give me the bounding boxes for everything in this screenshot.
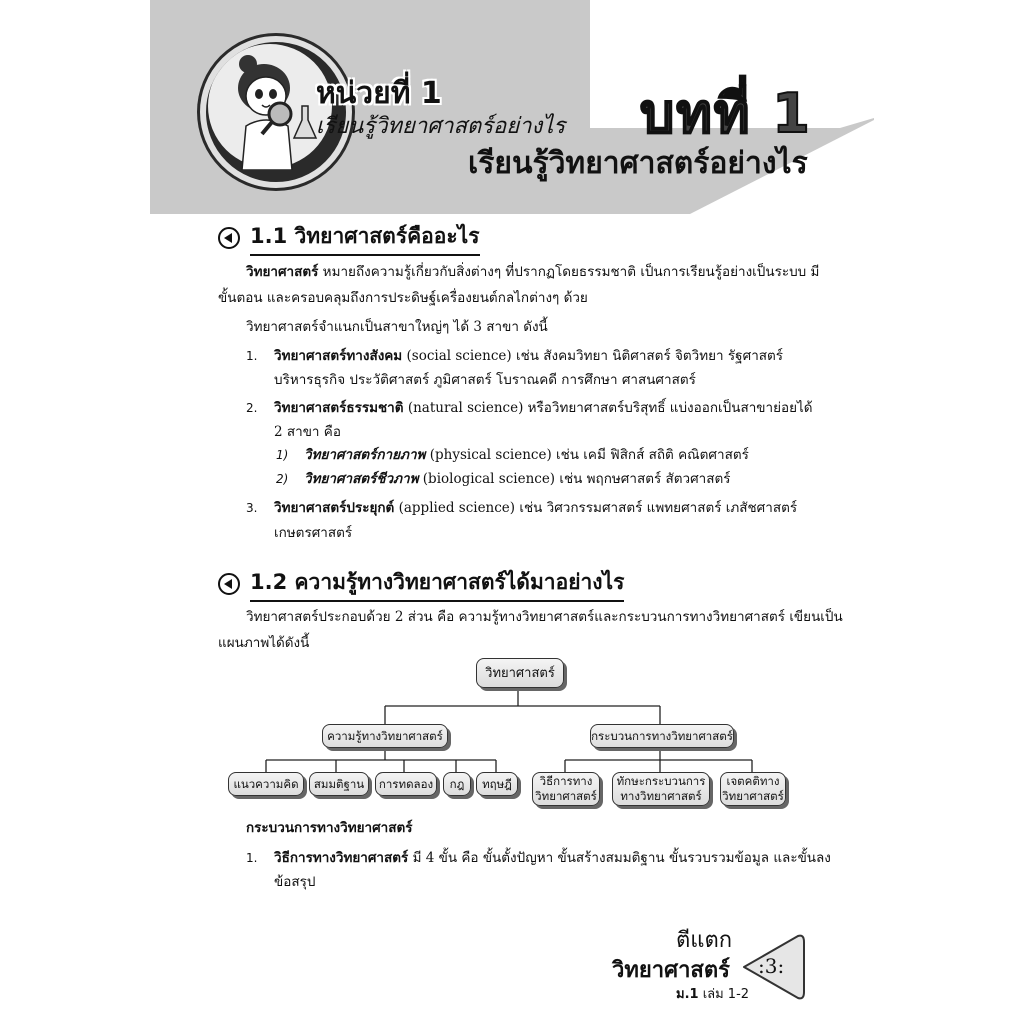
list-item-line: 2 สาขา คือ: [274, 424, 341, 440]
chapter-title: เรียนรู้วิทยาศาสตร์อย่างไร: [468, 146, 808, 181]
list-item: 2. วิทยาศาสตร์ธรรมชาติ (natural science) หรือวิทยาศาสตร์บริสุทธิ์ แบ่งออกเป็นสาขาย่อยได้: [246, 400, 813, 416]
diagram-leaf-process-skills: ทักษะกระบวนการ ทางวิทยาศาสตร์: [612, 772, 710, 806]
paragraph: วิทยาศาสตร์ประกอบด้วย 2 ส่วน คือ ความรู้ทางวิทยาศาสตร์และกระบวนการทางวิทยาศาสตร์ เขียนเป็น: [246, 609, 843, 625]
diagram-leaf-concept: แนวความคิด: [228, 772, 304, 796]
book-title-line2: วิทยาศาสตร์: [612, 958, 730, 983]
section-2-heading: 1.2 ความรู้ทางวิทยาศาสตร์ได้มาอย่างไร: [218, 566, 624, 602]
diagram-leaf-scientific-method: วิธีการทาง วิทยาศาสตร์: [532, 772, 600, 806]
unit-label: หน่วยที่ 1: [316, 76, 442, 111]
list-item-line: เกษตรศาสตร์: [274, 525, 353, 541]
chapter-label: บทที่ 1: [640, 82, 812, 145]
list-item-line: บริหารธุรกิจ ประวัติศาสตร์ ภูมิศาสตร์ โบราณคดี การศึกษา ศาสนศาสตร์: [274, 372, 696, 388]
book-title-line1: ตีแตก: [676, 928, 733, 953]
diagram-leaf-experiment: การทดลอง: [375, 772, 437, 796]
paragraph: วิทยาศาสตร์จำแนกเป็นสาขาใหญ่ๆ ได้ 3 สาขา ดังนี้: [246, 319, 548, 335]
list-item: 3. วิทยาศาสตร์ประยุกต์ (applied science) เช่น วิศวกรรมศาสตร์ แพทยศาสตร์ เภสัชศาสตร์: [246, 500, 798, 516]
diagram-leaf-hypothesis: สมมติฐาน: [309, 772, 369, 796]
book-grade: ม.1 เล่ม 1-2: [676, 987, 750, 1002]
subsection-heading: กระบวนการทางวิทยาศาสตร์: [246, 820, 413, 836]
page-number: :3:: [758, 954, 785, 978]
diagram-root-node: วิทยาศาสตร์: [476, 658, 564, 688]
list-item: 1. วิทยาศาสตร์ทางสังคม (social science) เช่น สังคมวิทยา นิติศาสตร์ จิตวิทยา รัฐศาสตร์: [246, 348, 784, 364]
diagram-leaf-attitude: เจตคติทาง วิทยาศาสตร์: [720, 772, 786, 806]
sub-list-item: 1) วิทยาศาสตร์กายภาพ (physical science) เช่น เคมี ฟิสิกส์ สถิติ คณิตศาสตร์: [276, 447, 749, 463]
diagram-node-process: กระบวนการทางวิทยาศาสตร์: [590, 724, 734, 748]
diagram-leaf-law: กฎ: [443, 772, 471, 796]
list-item-line: ข้อสรุป: [274, 874, 316, 890]
paragraph-line: แผนภาพได้ดังนี้: [218, 635, 310, 651]
list-item: 1. วิธีการทางวิทยาศาสตร์ มี 4 ขั้น คือ ขั้นตั้งปัญหา ขั้นสร้างสมมติฐาน ขั้นรวบรวมข้อมูล และขั้นลง: [246, 850, 831, 866]
paragraph-line: ขั้นตอน และครอบคลุมถึงการประดิษฐ์เครื่องยนต์กลไกต่างๆ ด้วย: [218, 290, 588, 306]
section-1-heading: 1.1 วิทยาศาสตร์คืออะไร: [218, 220, 480, 256]
diagram-node-knowledge: ความรู้ทางวิทยาศาสตร์: [322, 724, 448, 748]
diagram-leaf-theory: ทฤษฎี: [476, 772, 518, 796]
paragraph: วิทยาศาสตร์ หมายถึงความรู้เกี่ยวกับสิ่งต่างๆ ที่ปรากฏโดยธรรมชาติ เป็นการเรียนรู้อย่างเป็นระบบ มี: [246, 264, 820, 280]
unit-subtitle: เรียนรู้วิทยาศาสตร์อย่างไร: [316, 114, 566, 139]
sub-list-item: 2) วิทยาศาสตร์ชีวภาพ (biological science) เช่น พฤกษศาสตร์ สัตวศาสตร์: [276, 471, 731, 487]
